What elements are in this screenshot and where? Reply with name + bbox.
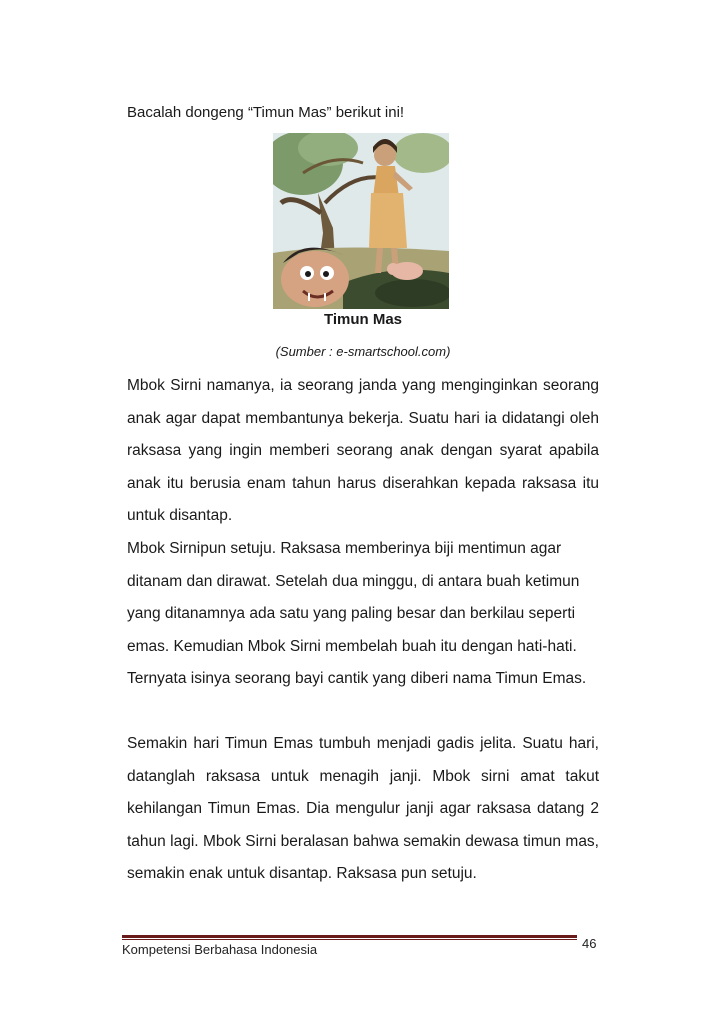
- page-number: 46: [582, 936, 597, 951]
- footer-rule: [122, 935, 577, 938]
- story-paragraph-1: Mbok Sirni namanya, ia seorang janda yang menginginkan seorang anak agar dapat membantunya bekerja. Suatu hari ia didatangi oleh raksasa yang ingin memberi seorang anak dengan syarat apabila anak itu berusia enam tahun harus diserahkan kepada raksasa itu untuk disantap.: [127, 377, 599, 524]
- footer-book-title: Kompetensi Berbahasa Indonesia: [122, 942, 318, 957]
- story-paragraph-3: Semakin hari Timun Emas tumbuh menjadi gadis jelita. Suatu hari, datanglah raksasa untuk menagih janji. Mbok sirni amat takut kehilangan Timun Emas. Dia mengulur janji agar raksasa datang 2 tahun lagi. Mbok Sirni beralasan bahwa semakin dewasa timun mas, semakin enak untuk disantap. Raksasa pun setuju.: [127, 735, 599, 882]
- story-paragraph-2: Mbok Sirnipun setuju. Raksasa memberinya biji mentimun agar ditanam dan dirawat. Setelah dua minggu, di antara buah ketimun yang ditanamnya ada satu yang paling besar dan berkilau seperti emas. Kemudian Mbok Sirni membelah buah itu dengan hati-hati. Ternyata isinya seorang bayi cantik yang diberi nama Timun Emas.: [127, 540, 587, 687]
- intro-instruction: Bacalah dongeng “Timun Mas” berikut ini!: [127, 104, 405, 121]
- illustration-image: [273, 133, 449, 309]
- figure-source: (Sumber : e-smartschool.com): [275, 344, 451, 359]
- timun-mas-illustration: [273, 133, 449, 309]
- footer-rule-thin: [122, 939, 577, 940]
- figure-title: Timun Mas: [323, 311, 403, 328]
